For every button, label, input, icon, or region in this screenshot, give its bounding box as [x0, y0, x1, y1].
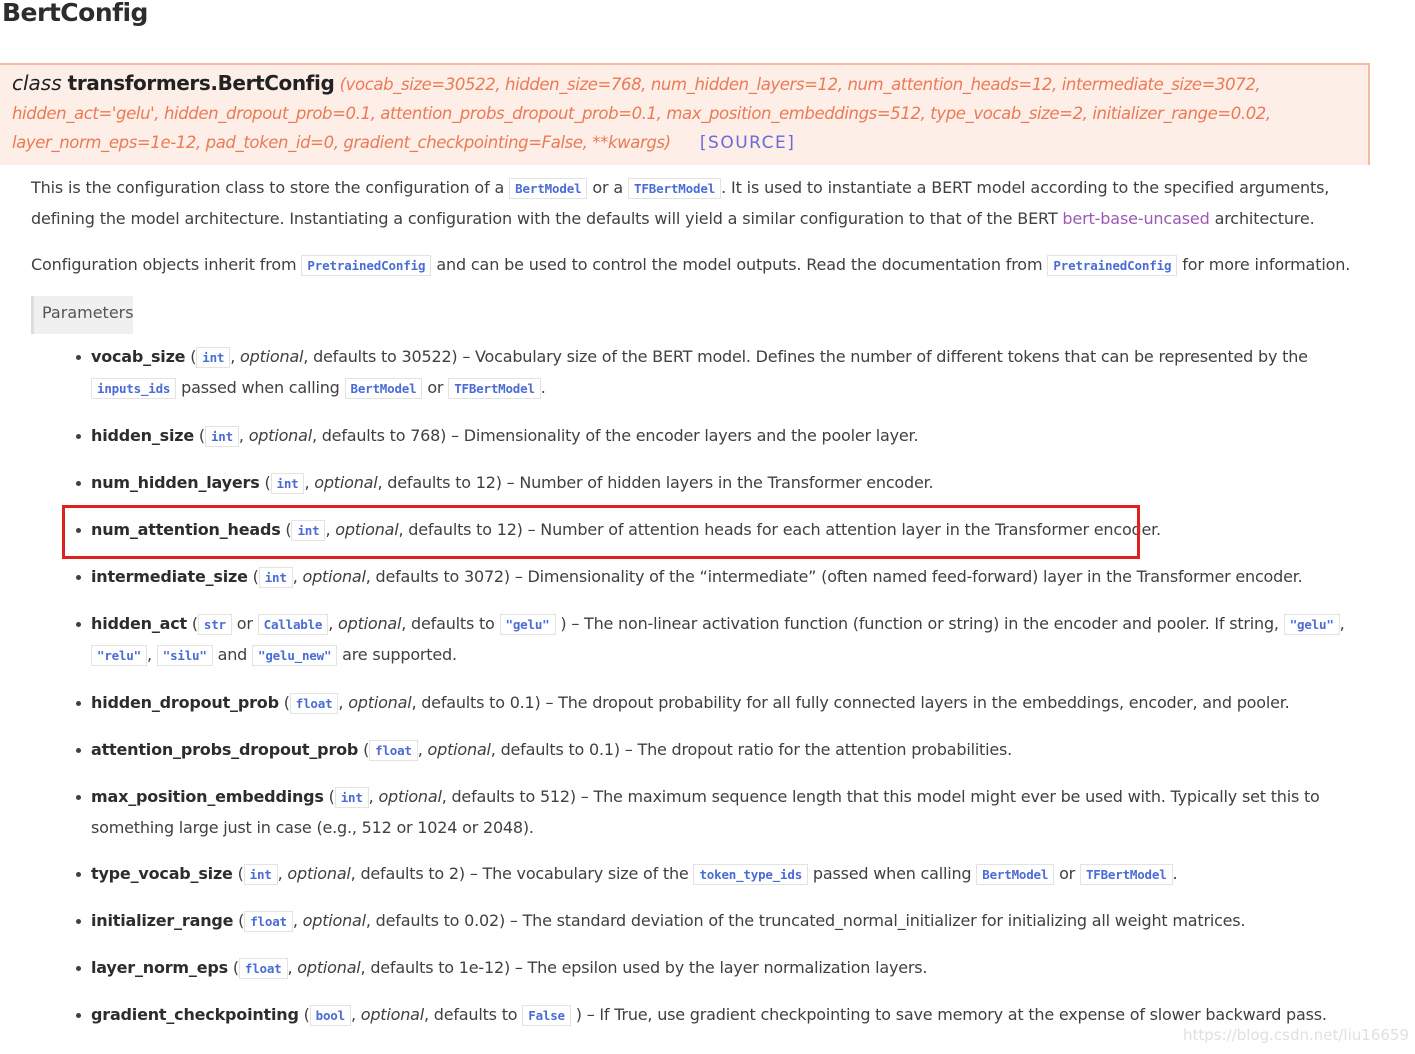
inputs-ids-code: inputs_ids — [91, 378, 176, 399]
param-desc: , defaults to 0.02) – The standard deviation of the truncated_normal_initializer for initializing all weight matrices. — [365, 911, 1246, 930]
token-type-ids-code: token_type_ids — [693, 864, 808, 885]
bertmodel-link[interactable]: BertModel — [976, 864, 1054, 885]
optional-label: optional — [378, 787, 442, 806]
param-num-attention-heads: num_attention_heads ( int , optional, defaults to 12) – Number of attention heads for each attention layer in the Transformer encoder. — [91, 515, 1371, 546]
type-int: int — [271, 473, 305, 494]
param-name: intermediate_size — [91, 567, 248, 586]
false-code: False — [522, 1005, 571, 1026]
type-int: int — [196, 347, 230, 368]
type-callable: Callable — [258, 614, 329, 635]
param-desc: , defaults to 0.1) – The dropout probability for all fully connected layers in the embeddings, encoder, and pooler. — [411, 693, 1290, 712]
param-desc-2: passed when calling — [181, 378, 340, 397]
tfbertmodel-link[interactable]: TFBertModel — [448, 378, 541, 399]
param-desc: , defaults to 12) – Number of hidden layers in the Transformer encoder. — [377, 473, 934, 492]
param-desc-2: passed when calling — [812, 864, 972, 883]
type-float: float — [244, 911, 293, 932]
param-attention-probs-dropout-prob: attention_probs_dropout_prob ( float , optional, defaults to 0.1) – The dropout ratio for the attention probabilities. — [91, 735, 1371, 766]
type-float: float — [369, 740, 418, 761]
pretrainedconfig-link-2[interactable]: PretrainedConfig — [1047, 255, 1177, 276]
optional-label: optional — [297, 958, 361, 977]
parameters-label: Parameters — [31, 296, 133, 334]
param-name: hidden_size — [91, 426, 194, 445]
bert-base-uncased-link[interactable]: bert-base-uncased — [1062, 209, 1210, 228]
param-desc-3: or — [1059, 864, 1076, 883]
param-intermediate-size: intermediate_size ( int , optional, defaults to 3072) – Dimensionality of the “intermediate” (often named feed-forward) layer in the Transformer encoder. — [91, 562, 1371, 593]
param-name: gradient_checkpointing — [91, 1005, 299, 1024]
gelu-code-2: "gelu" — [1284, 614, 1340, 635]
tfbertmodel-link[interactable]: TFBertModel — [1080, 864, 1173, 885]
type-float: float — [239, 958, 288, 979]
optional-label: optional — [427, 740, 491, 759]
desc1-text-3: . It is used to instantiate a BERT model according to the specified arguments, defining the model architecture. Instantiating a configuration with the defaults will yield a similar configuration to that of the BERT — [31, 178, 1330, 228]
param-name: hidden_dropout_prob — [91, 693, 279, 712]
param-name: num_attention_heads — [91, 520, 281, 539]
gelu-code: "gelu" — [500, 614, 556, 635]
optional-label: optional — [360, 1005, 424, 1024]
class-params: (vocab_size=30522, hidden_size=768, num_hidden_layers=12, num_attention_heads=12, intermediate_size=3072, hidden_act='gelu', hidden_dropout_prob=0.1, attention_probs_dropout_prob=0.1, max_position_embeddings=512, type_vocab_size=2, initializer_range=0.02, layer_norm_eps=1e-12, pad_token_id=0, gradient_checkpointing=False, **kwargs) — [12, 75, 1271, 152]
optional-label: optional — [338, 614, 402, 633]
desc2-text-2: and can be used to control the model outputs. Read the documentation from — [436, 255, 1043, 274]
param-desc: , defaults to 768) – Dimensionality of the encoder layers and the pooler layer. — [311, 426, 919, 445]
optional-label: optional — [302, 567, 366, 586]
param-name: layer_norm_eps — [91, 958, 228, 977]
page-title: BertConfig — [2, 0, 148, 27]
source-link[interactable]: [SOURCE] — [699, 133, 796, 153]
highlight-box — [62, 505, 1140, 559]
desc1-text-2: or a — [592, 178, 624, 197]
param-gradient-checkpointing: gradient_checkpointing ( bool , optional, defaults to False ) – If True, use gradient checkpointing to save memory at the expense of slower backward pass. — [91, 1000, 1371, 1031]
optional-label: optional — [248, 426, 312, 445]
param-max-position-embeddings: max_position_embeddings ( int , optional, defaults to 512) – The maximum sequence length that this model might ever be used with. Typically set this to something large just in case (e.g., 512 or 1024 or 2048). — [91, 782, 1371, 843]
param-desc-3: or — [427, 378, 444, 397]
optional-label: optional — [240, 347, 304, 366]
optional-label: optional — [314, 473, 378, 492]
param-name: hidden_act — [91, 614, 187, 633]
class-signature — [0, 63, 1370, 165]
class-keyword: class — [12, 71, 62, 95]
param-type-vocab-size: type_vocab_size ( int , optional, defaults to 2) – The vocabulary size of the token_type_ids passed when calling BertModel or TFBertModel . — [91, 859, 1371, 890]
desc2-text-1: Configuration objects inherit from — [31, 255, 297, 274]
param-desc: , defaults to 1e-12) – The epsilon used by the layer normalization layers. — [360, 958, 928, 977]
optional-label: optional — [302, 911, 366, 930]
param-hidden-act: hidden_act ( str or Callable , optional, defaults to "gelu" ) – The non-linear activation function (function or string) in the encoder and pooler. If string, "gelu" , "relu" , "silu" and "gelu_new" are supported. — [91, 609, 1371, 671]
param-name: type_vocab_size — [91, 864, 233, 883]
description-paragraph-2 — [31, 250, 1371, 281]
param-name: max_position_embeddings — [91, 787, 324, 806]
param-desc: , defaults to 2) – The vocabulary size of the — [350, 864, 689, 883]
type-int: int — [244, 864, 278, 885]
type-int: int — [335, 787, 369, 808]
comma-2: , — [146, 645, 152, 664]
param-desc: , defaults to 12) – Number of attention heads for each attention layer in the Transformer encoder. — [398, 520, 1161, 539]
or-text: or — [236, 614, 253, 633]
param-desc: , defaults to 512) – The maximum sequence length that this model might ever be used with. Typically set this to something large just in case (e.g., 512 or 1024 or 2048). — [91, 787, 1320, 837]
gelu-new-code: "gelu_new" — [252, 645, 337, 666]
param-name: initializer_range — [91, 911, 234, 930]
param-layer-norm-eps: layer_norm_eps ( float , optional, defaults to 1e-12) – The epsilon used by the layer normalization layers. — [91, 953, 1371, 984]
watermark: https://blog.csdn.net/liu16659 — [1182, 1026, 1409, 1044]
desc2-text-3: for more information. — [1182, 255, 1351, 274]
param-num-hidden-layers: num_hidden_layers ( int , optional, defaults to 12) – Number of hidden layers in the Transformer encoder. — [91, 468, 1371, 499]
desc1-text-1: This is the configuration class to store the configuration of a — [31, 178, 505, 197]
type-str: str — [198, 614, 232, 635]
type-int: int — [205, 426, 239, 447]
param-desc-4: . — [540, 378, 546, 397]
param-vocab-size: vocab_size ( int , optional, defaults to 30522) – Vocabulary size of the BERT model. Defines the number of different tokens that can be represented by the inputs_ids passed when calling BertModel or TFBertModel . — [91, 342, 1371, 404]
type-bool: bool — [310, 1005, 351, 1026]
param-desc-2: ) – The non-linear activation function (function or string) in the encoder and pooler. If string, — [560, 614, 1279, 633]
param-desc-2: ) – If True, use gradient checkpointing to save memory at the expense of slower backward pass. — [575, 1005, 1327, 1024]
param-name: num_hidden_layers — [91, 473, 260, 492]
param-hidden-dropout-prob: hidden_dropout_prob ( float , optional, defaults to 0.1) – The dropout probability for all fully connected layers in the embeddings, encoder, and pooler. — [91, 688, 1371, 719]
type-float: float — [290, 693, 339, 714]
param-desc: , defaults to — [401, 614, 495, 633]
param-desc: , defaults to 3072) – Dimensionality of the “intermediate” (often named feed-forward) layer in the Transformer encoder. — [365, 567, 1303, 586]
silu-code: "silu" — [157, 645, 213, 666]
param-desc-4: . — [1172, 864, 1178, 883]
description-paragraph-1 — [31, 173, 1371, 234]
type-int: int — [259, 567, 293, 588]
desc1-text-4: architecture. — [1214, 209, 1315, 228]
and-text: and — [217, 645, 248, 664]
optional-label: optional — [287, 864, 351, 883]
pretrainedconfig-link[interactable]: PretrainedConfig — [301, 255, 431, 276]
class-name: transformers.BertConfig — [67, 71, 335, 95]
param-desc-3: are supported. — [342, 645, 457, 664]
bertmodel-link[interactable]: BertModel — [509, 178, 587, 199]
param-hidden-size: hidden_size ( int , optional, defaults to 768) – Dimensionality of the encoder layers and the pooler layer. — [91, 421, 1371, 452]
optional-label: optional — [335, 520, 399, 539]
tfbertmodel-link[interactable]: TFBertModel — [628, 178, 721, 199]
param-name: vocab_size — [91, 347, 186, 366]
relu-code: "relu" — [91, 645, 147, 666]
param-desc: , defaults to — [424, 1005, 518, 1024]
param-initializer-range: initializer_range ( float , optional, defaults to 0.02) – The standard deviation of the truncated_normal_initializer for initializing all weight matrices. — [91, 906, 1371, 937]
param-desc: , defaults to 30522) – Vocabulary size of the BERT model. Defines the number of different tokens that can be represented by the — [303, 347, 1308, 366]
comma: , — [1339, 614, 1345, 633]
bertmodel-link[interactable]: BertModel — [345, 378, 423, 399]
param-desc: , defaults to 0.1) – The dropout ratio for the attention probabilities. — [490, 740, 1013, 759]
optional-label: optional — [348, 693, 412, 712]
type-int: int — [291, 520, 325, 541]
param-name: attention_probs_dropout_prob — [91, 740, 359, 759]
